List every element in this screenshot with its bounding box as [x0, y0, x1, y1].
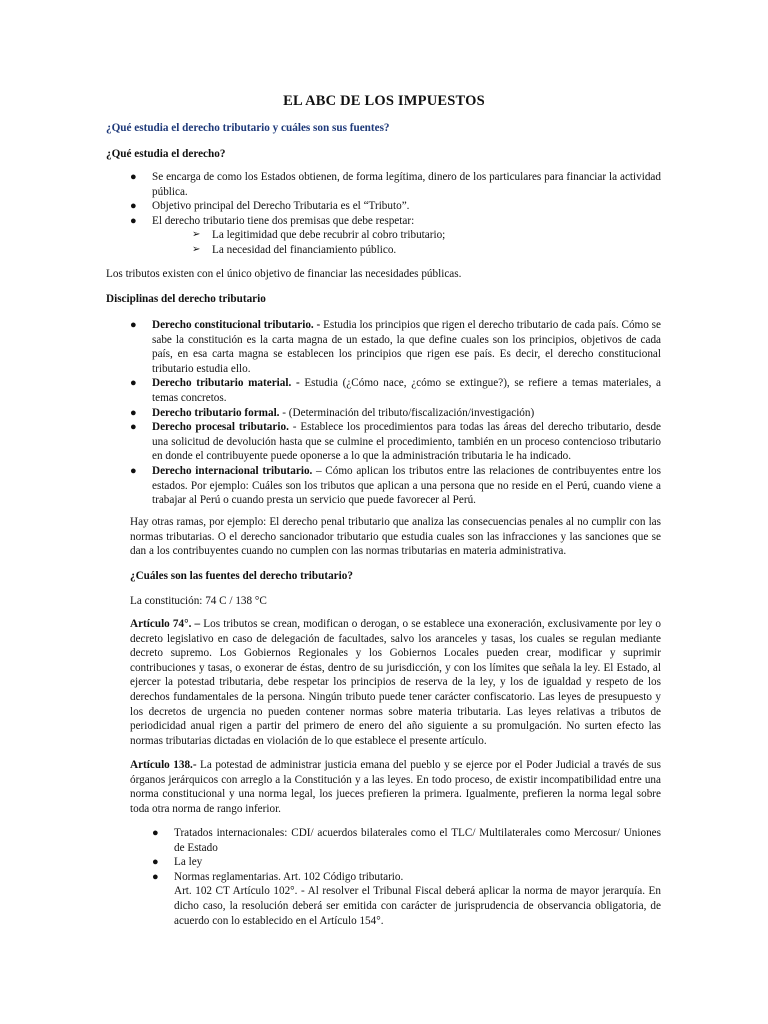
section3-heading: ¿Cuáles son las fuentes del derecho tributario? [130, 570, 353, 582]
arrow-bullet-icon: ➢ [192, 243, 201, 255]
list-item: ● Tratados internacionales: CDI/ acuerdos bilaterales como el TLC/ Multilaterales como Mercosur/ Uniones de Estado [152, 827, 661, 854]
list-item: ● Derecho procesal tributario. - Establece los procedimientos para todas las áreas del derecho tributario, desde una solicitud de devolución hasta que se culmine el procedimiento, también en un proceso contencioso tributario en donde el contribuyente puede oponerse a lo que la administración tributaria le ha indicado. [130, 421, 661, 463]
bullet-icon: ● [130, 421, 137, 434]
sub-list-item: ➢ La legitimidad que debe recubrir al cobro tributario; [192, 229, 446, 242]
bullet-icon: ● [130, 200, 137, 213]
section1-list [130, 170, 661, 258]
document-title: EL ABC DE LOS IMPUESTOS [283, 93, 485, 109]
section1-paragraph: Los tributos existen con el único objetivo de financiar las necesidades públicas. [106, 268, 462, 280]
article-102-text: Art. 102 CT Artículo 102°. - Al resolver el Tribunal Fiscal deberá aplicar la norma de mayor jerarquía. En dicho caso, la resolución deberá ser emitida con carácter de jurisprudencia de observancia obligatoria, de acuerdo con lo establecido en el Artículo 154°. [174, 885, 661, 927]
bullet-icon: ● [152, 870, 159, 883]
bullet-icon: ● [130, 319, 137, 331]
list-item: ● Derecho tributario material. - Estudia (¿Cómo nace, ¿cómo se extingue?), se refiere a temas materiales, a temas concretos. [130, 377, 661, 404]
section2-paragraph: Hay otras ramas, por ejemplo: El derecho penal tributario que analiza las consecuencias penales al no cumplir con las normas tributarias. O el derecho sancionador tributario que estudia cuales son las infracciones y las sanciones que se dan a los contribuyentes cuando no cumplen con las normas tributarias en materia administrativa. [130, 516, 661, 558]
bullet-icon: ● [130, 214, 137, 227]
bullet-icon: ● [130, 171, 137, 183]
list-item: ● La ley [152, 856, 203, 869]
list-item: ● El derecho tributario tiene dos premisas que debe respetar: ➢ La legitimidad que debe recubrir al cobro tributario; ➢ La necesidad del financiamiento público. [152, 214, 661, 258]
bullet-icon: ● [130, 406, 137, 419]
arrow-bullet-icon: ➢ [192, 229, 201, 241]
disciplines-list [130, 318, 661, 508]
bullet-icon: ● [130, 377, 137, 390]
section2-heading: Disciplinas del derecho tributario [106, 293, 266, 305]
bullet-icon: ● [152, 827, 159, 839]
list-item: ● Derecho constitucional tributario. - Estudia los principios que rigen el derecho tributario de cada país. Cómo se sabe la constitución es la carta magna de un estado, la que define cuales son los principios, objetivos de cada país, en esa carta magna se establecen los principios que rigen ese país. Es decir, el derecho constitucional tributario estudia ello. [130, 319, 661, 375]
bullet-icon: ● [130, 464, 137, 477]
list-item: ● Objetivo principal del Derecho Tributaria es el “Tributo”. [130, 200, 410, 213]
article-138-paragraph: Artículo 138.- La potestad de administrar justicia emana del pueblo y se ejerce por el Poder Judicial a través de sus órganos jerárquicos con arreglo a la Constitución y a las leyes. En todo proceso, de existir incompatibilidad entre una norma constitucional y una norma legal, los jueces prefieren la primera. Igualmente, prefieren la norma legal sobre toda otra norma de rango inferior. [130, 759, 661, 815]
bullet-icon: ● [152, 856, 159, 869]
sources-list [152, 826, 661, 928]
article-74-paragraph: Artículo 74°. – Los tributos se crean, modifican o derogan, o se establece una exoneración, exclusivamente por ley o decreto legislativo en caso de delegación de facultades, salvo los aranceles y tasas, los cuales se regulan mediante decreto supremo. Los Gobiernos Regionales y los Gobiernos Locales pueden crear, modificar y suprimir contribuciones y tasas, o exonerar de éstas, dentro de su jurisdicción, y con los límites que señala la ley. El Estado, al ejercer la potestad tributaria, debe respetar los principios de reserva de la ley, y los de igualdad y respeto de los derechos fundamentales de la persona. Ningún tributo puede tener carácter confiscatorio. Las leyes de presupuesto y los decretos de urgencia no pueden contener normas sobre materia tributaria. Las leyes relativas a tributos de periodicidad anual rigen a partir del primero de enero del año siguiente a su promulgación. No surten efecto las normas tributarias dictadas en violación de lo que establece el presente artículo. [130, 618, 661, 747]
section1-heading: ¿Qué estudia el derecho? [106, 148, 226, 160]
list-item: ● Normas reglamentarias. Art. 102 Código tributario. Art. 102 CT Artículo 102°. - Al resolver el Tribunal Fiscal deberá aplicar la norma de mayor jerarquía. En dicho caso, la resolución deberá ser emitida con carácter de jurisprudencia de observancia obligatoria, de acuerdo con lo establecido en el Artículo 154°. [152, 870, 661, 927]
premises-sublist [152, 228, 661, 257]
list-item: ● Se encarga de como los Estados obtienen, de forma legítima, dinero de los particulares para financiar la actividad pública. [130, 171, 661, 198]
list-item: ● Derecho tributario formal. - (Determinación del tributo/fiscalización/investigación) [130, 406, 535, 419]
constitution-line: La constitución: 74 C / 138 °C [130, 595, 267, 607]
list-item: ● Derecho internacional tributario. – Cómo aplican los tributos entre las relaciones de contribuyentes entre los estados. Por ejemplo: Cuáles son los tributos que aplican a una persona que no reside en el Perú, cuando viene a trabajar al Perú o cuando presta un servicio que puede favorecer al Perú. [130, 464, 661, 507]
sub-list-item: ➢ La necesidad del financiamiento público. [192, 243, 397, 256]
document-subtitle: ¿Qué estudia el derecho tributario y cuáles son sus fuentes? [106, 122, 390, 134]
